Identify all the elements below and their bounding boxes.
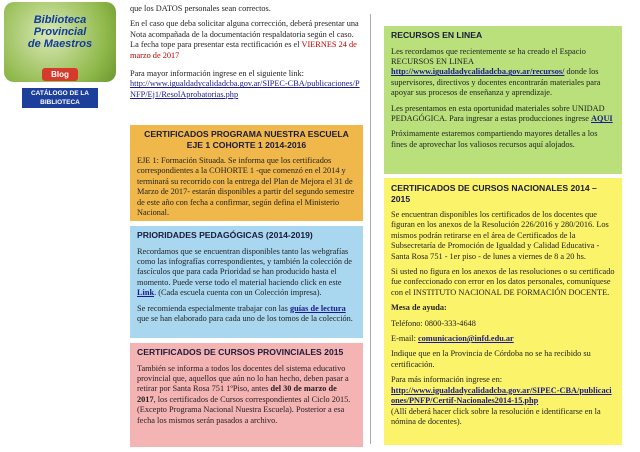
- prioridades-box: [130, 226, 363, 338]
- provinciales-body: También se informa a todos los docentes del sistema educativo provincial que, aquellos que aún no lo han hecho, deben pasar a retirar por Santa Rosa 751 1ºPiso, antes del 30 de marzo de 2017, los certificados de Cursos correspondientes al Ciclo 2015. (Excepto Programa Nacional Nuestra Escuela). Posterior a esa fecha los mismos serán pasados a archivo.: [137, 363, 351, 425]
- column-divider: [370, 14, 371, 444]
- mesa-ayuda-title: Mesa de ayuda:: [391, 303, 447, 313]
- certificados-eje1-title: CERTIFICADOS PROGRAMA NUESTRA ESCUELA EJE 1 COHORTE 1 2014-2016: [144, 129, 349, 150]
- email-line: E-mail: comunicacion@infd.edu.ar: [391, 334, 514, 344]
- nacionales-link[interactable]: http://www.igualdadycalidadcba.gov.ar/SIPEC-CBA/publicaciones/PNFP/Certif-Nacionales2014-15.php: [391, 385, 612, 406]
- prioridades-link[interactable]: Link: [137, 288, 155, 298]
- guias-lectura-link[interactable]: guías de lectura: [289, 303, 346, 313]
- deadline-date: VIERNES 24 de marzo de 2017: [130, 40, 357, 60]
- recursos-p2: Les presentamos en esta oportunidad materiales sobre UNIDAD PEDAGÓGICA. Para ingresar a estas producciones ingrese AQUI: [391, 103, 613, 123]
- intro-text: [130, 4, 362, 100]
- prioridades-p2: Se recomienda especialmente trabajar con las guías de lectura que se han elaborado para cada uno de los tomos de la colección.: [137, 303, 353, 323]
- prioridades-p1: Recordamos que se encuentran disponibles tanto las webgrafías como las infografías correspondientes, y también la colección de fascículos que para cada Prioridad se han producido hasta el momento. Puede verse todo el material haciendo click en este Link. (Cada escuela cuenta con un Colección impresa).: [137, 246, 352, 298]
- recursos-p3: Próximamente estaremos compartiendo mayores detalles a los fines de aprovechar los valiosos recursos aquí alojados.: [391, 129, 598, 149]
- nacionales-p2: Si usted no figura en los anexos de las resoluciones o su certificado fue confeccionado con error en los datos personales, comuníquese con el INSTITUTO NACIONAL DE FORMACIÓN DOCENTE.: [391, 267, 615, 297]
- logo-title: Biblioteca Provincial de Maestros: [27, 14, 93, 50]
- nacionales-p4: Para más información ingrese en:: [391, 375, 503, 385]
- recursos-p1: Les recordamos que recientemente se ha creado el Espacio RECURSOS EN LINEA http://www.igualdadycalidadcba.gov.ar/recursos/ donde los supervisores, directivos y docentes encontrarán materiales para apoyar sus procesos de enseñanza y aprendizaje.: [391, 46, 601, 98]
- nacionales-title: CERTIFICADOS DE CURSOS NACIONALES 2014 – 2015: [391, 183, 597, 204]
- email-link[interactable]: comunicacion@infd.edu.ar: [417, 334, 514, 344]
- nacionales-box: [384, 178, 622, 445]
- certificados-eje1-box: [130, 125, 363, 221]
- provinciales-title: CERTIFICADOS DE CURSOS PROVINCIALES 2015: [137, 347, 344, 357]
- intro-link[interactable]: http://www.igualdadycalidadcba.gov.ar/SIPEC-CBA/publicaciones/PNFP/Ej1/ResolAprobatorias.php: [130, 79, 360, 99]
- nacionales-p1: Se encuentran disponibles los certificados de los docentes que figuran en los anexos de la Resolución 226/2016 y 280/2016. Los mismos podrán retirarse en el área de Certificados de la Subsecretaría de Promoción de Igualdad y Calidad Educativa - Santa Rosa 751 - 1er piso - de lunes a viernes de 8 a 20 hs.: [391, 210, 609, 261]
- prioridades-title: PRIORIDADES PEDAGÓGICAS (2014-2019): [137, 230, 313, 240]
- catalog-button[interactable]: CATÁLOGO DE LA BIBLIOTECA: [22, 88, 98, 108]
- recursos-link[interactable]: http://www.igualdadycalidadcba.gov.ar/recursos/: [391, 67, 565, 77]
- library-logo[interactable]: [4, 2, 116, 110]
- intro-p3: Para mayor información ingrese en el siguiente link:: [130, 69, 304, 79]
- aqui-link[interactable]: AQUI: [591, 113, 613, 123]
- phone-text: Teléfono: 0800-333-4648: [391, 318, 476, 328]
- intro-p2: En el caso que deba solicitar alguna corrección, deberá presentar una Nota acompañada de la documentación respaldatoria según el caso. La fecha tope para presentar esta rectificación es el VIERNES 24 de marzo de 2017: [130, 19, 359, 60]
- intro-p1: que los DATOS personales sean correctos.: [130, 4, 271, 13]
- blog-badge[interactable]: Blog: [42, 68, 78, 81]
- certificados-eje1-body: EJE 1: Formación Situada. Se informa que los certificados correspondientes a la COHORTE 1 -que comenzó en el 2014 y terminará su recorrido con la entrega del Plan de Mejora el 31 de Marzo de 2017- estarán disponibles a partir del segundo semestre de este año con fecha a confirmar, según defina el Ministerio Nacional.: [137, 156, 355, 218]
- recursos-title: RECURSOS EN LINEA: [391, 30, 483, 40]
- nacionales-p3: Indique que en la Provincia de Córdoba no se ha recibido su certificación.: [391, 349, 591, 369]
- provinciales-box: [130, 343, 363, 447]
- recursos-box: [384, 26, 622, 174]
- nacionales-p5: (Allí deberá hacer click sobre la resolución e identificarse en la nómina de docentes).: [391, 406, 601, 426]
